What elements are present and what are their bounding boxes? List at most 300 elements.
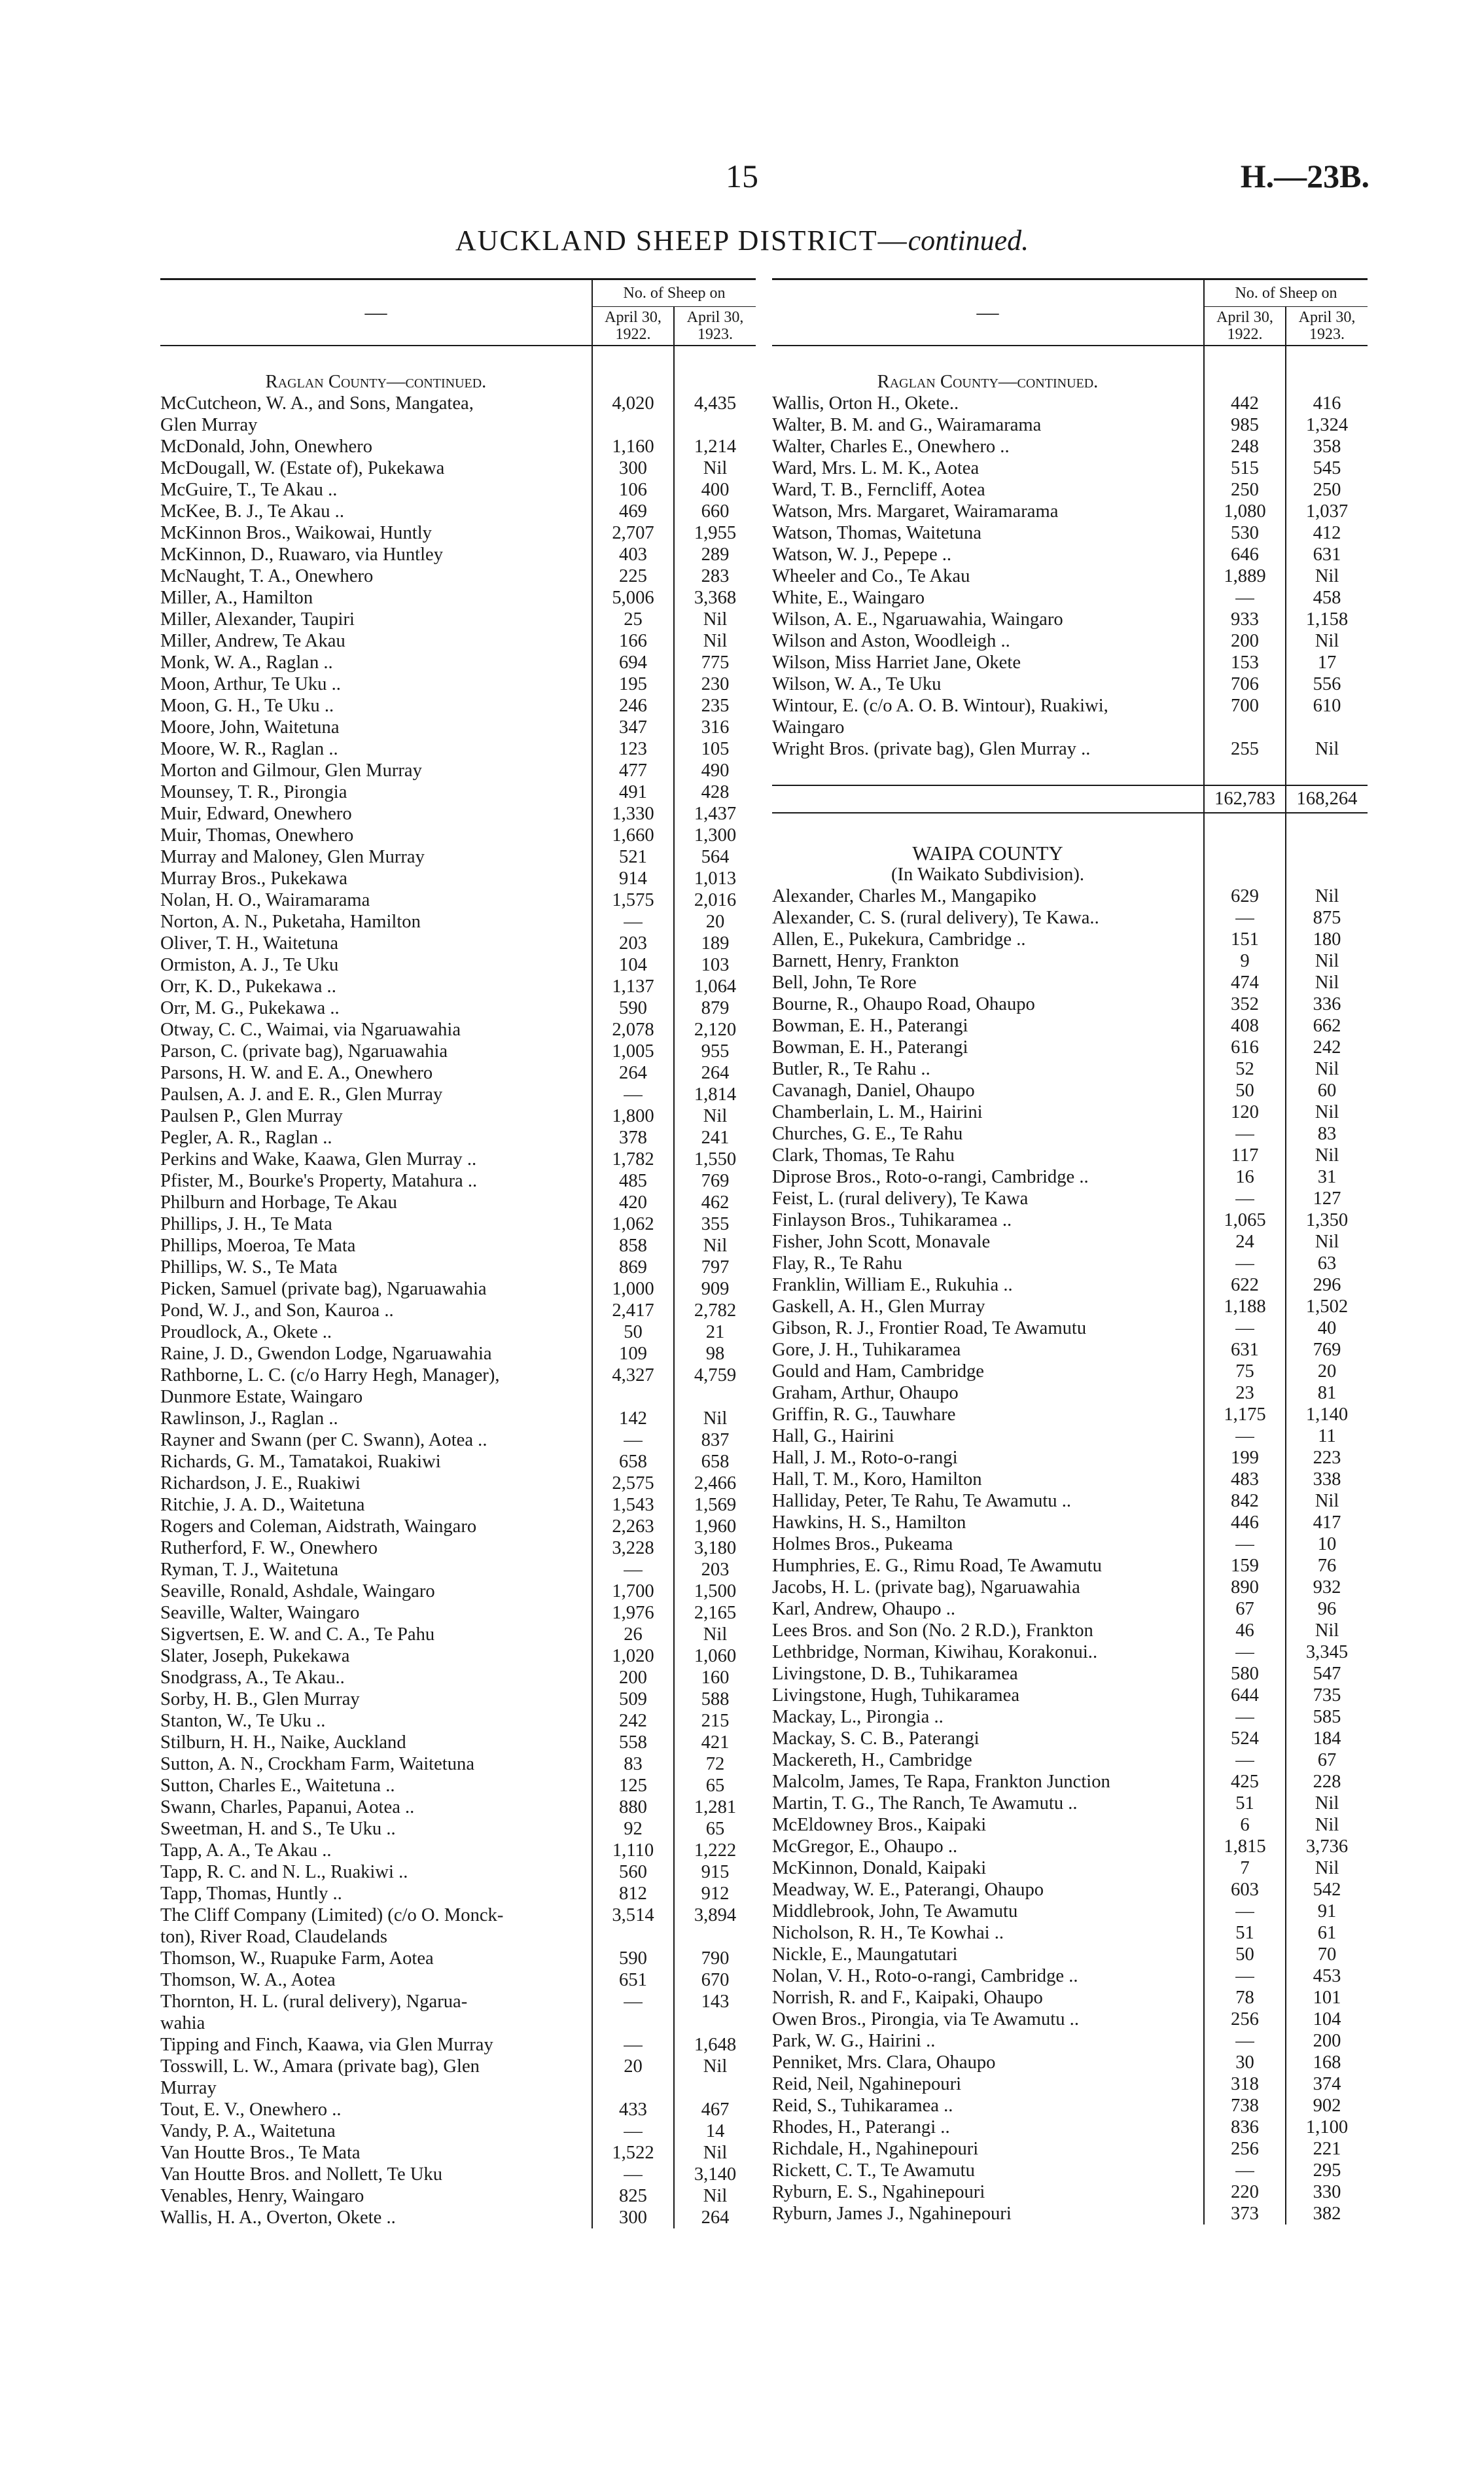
owner-name: Norton, A. N., Puketaha, Hamilton <box>160 912 421 932</box>
table-row <box>160 976 756 997</box>
owner-name: Middlebrook, John, Te Awamutu <box>772 1901 1018 1921</box>
table-row <box>772 950 1368 972</box>
sheep-1923: 127 <box>1286 1188 1368 1209</box>
sheep-1922: 195 <box>592 673 674 695</box>
table-row <box>160 1840 756 1861</box>
sheep-1923: 184 <box>1286 1728 1368 1749</box>
sheep-1922: — <box>592 1559 674 1581</box>
sheep-1922: 1,700 <box>592 1581 674 1602</box>
table-row <box>160 522 756 544</box>
sheep-1923: 17 <box>1286 652 1368 673</box>
sheep-1922: 408 <box>1204 1015 1286 1037</box>
table-row <box>772 907 1368 929</box>
sheep-1922: — <box>1204 1901 1286 1922</box>
table-row <box>160 479 756 501</box>
waipa-subdivision: (In Waikato Subdivision). <box>891 865 1084 885</box>
sheep-1923: 610 <box>1286 695 1368 717</box>
table-row <box>772 1663 1368 1685</box>
table-row <box>160 565 756 587</box>
sheep-1922: 985 <box>1204 414 1286 436</box>
sheep-1922: 75 <box>1204 1361 1286 1382</box>
table-row <box>160 1235 756 1257</box>
sheep-1923: 264 <box>674 2207 756 2228</box>
sheep-1922: 203 <box>592 933 674 954</box>
table-row <box>772 2117 1368 2138</box>
table-row <box>160 781 756 803</box>
table-row <box>772 565 1368 587</box>
owner-name: Pfister, M., Bourke's Property, Matahura .. <box>160 1171 478 1191</box>
owner-name: Venables, Henry, Waingaro <box>160 2186 364 2206</box>
owner-name: Fisher, John Scott, Monavale <box>772 1232 991 1252</box>
sheep-1923: 70 <box>1286 1944 1368 1965</box>
sheep-1922: 1,065 <box>1204 1209 1286 1231</box>
total-1922: 162,783 <box>1204 785 1286 813</box>
owner-name: Thornton, H. L. (rural delivery), Ngarua- <box>160 1992 468 2012</box>
sheep-1923: 545 <box>1286 457 1368 479</box>
table-row <box>772 1058 1368 1080</box>
sheep-1923: 2,120 <box>674 1019 756 1041</box>
table-row <box>772 1728 1368 1749</box>
sheep-1922: 1,080 <box>1204 501 1286 522</box>
sheep-1923: Nil <box>674 630 756 652</box>
table-row <box>772 738 1368 760</box>
sheep-1923: 283 <box>674 565 756 587</box>
sheep-1922: — <box>592 1429 674 1451</box>
sheep-1922: 603 <box>1204 1879 1286 1901</box>
sheep-1922: 491 <box>592 781 674 803</box>
sheep-1922: 151 <box>1204 929 1286 950</box>
table-row <box>772 1253 1368 1274</box>
table-row <box>772 1080 1368 1101</box>
table-row <box>772 2181 1368 2203</box>
owner-name: Walter, Charles E., Onewhero .. <box>772 437 1010 457</box>
table-row <box>772 2203 1368 2225</box>
sheep-1922: 352 <box>1204 993 1286 1015</box>
owner-name: Ryburn, E. S., Ngahinepouri <box>772 2182 985 2202</box>
sheep-1923: Nil <box>1286 1857 1368 1879</box>
sheep-1923: 1,569 <box>674 1494 756 1516</box>
sheep-1922: 220 <box>1204 2181 1286 2203</box>
sheep-1923: Nil <box>1286 630 1368 652</box>
owner-name: McKinnon, D., Ruawaro, via Huntley <box>160 545 444 565</box>
table-row <box>772 609 1368 630</box>
sheep-1923: Nil <box>674 457 756 479</box>
sheep-1923: 1,648 <box>674 2034 756 2056</box>
sheep-1923: 65 <box>674 1775 756 1796</box>
table-row <box>772 1987 1368 2009</box>
waipa-table-body <box>772 813 1368 2225</box>
owner-name: Ormiston, A. J., Te Uku <box>160 955 339 975</box>
sheep-1922: — <box>1204 1533 1286 1555</box>
table-row <box>772 1166 1368 1188</box>
sheep-1922: — <box>592 911 674 933</box>
owner-name: Ryman, T. J., Waitetuna <box>160 1560 339 1580</box>
sheep-1923: 547 <box>1286 1663 1368 1685</box>
owner-name: Penniket, Mrs. Clara, Ohaupo <box>772 2052 996 2073</box>
sheep-1922: 1,976 <box>592 1602 674 1624</box>
document-reference: H.—23B. <box>1240 158 1369 194</box>
table-row <box>160 1969 756 1991</box>
table-row <box>160 1300 756 1321</box>
sheep-1922: 120 <box>1204 1101 1286 1123</box>
sheep-1922: 23 <box>1204 1382 1286 1404</box>
sheep-1922: 26 <box>592 1624 674 1645</box>
sheep-1923: 65 <box>674 1818 756 1840</box>
name-column-header: — <box>160 279 592 346</box>
owner-name: Tapp, Thomas, Huntly .. <box>160 1884 342 1904</box>
table-row <box>772 1836 1368 1857</box>
sheep-1923: 2,165 <box>674 1602 756 1624</box>
sheep-1922: 67 <box>1204 1598 1286 1620</box>
sheep-1922: — <box>1204 1706 1286 1728</box>
owner-name: Nolan, V. H., Roto-o-rangi, Cambridge .. <box>772 1966 1078 1986</box>
sheep-1923: Nil <box>1286 1101 1368 1123</box>
table-row <box>772 1857 1368 1879</box>
table-row <box>160 1581 756 1602</box>
sheep-1923 <box>674 2012 756 2034</box>
table-row <box>160 1516 756 1537</box>
table-row <box>160 587 756 609</box>
sheep-1922: 109 <box>592 1343 674 1365</box>
owner-name: Stilburn, H. H., Naike, Auckland <box>160 1732 406 1753</box>
sheep-1923: Nil <box>1286 885 1368 907</box>
sheep-1922: 200 <box>1204 630 1286 652</box>
table-row <box>772 2052 1368 2073</box>
sheep-1923: 875 <box>1286 907 1368 929</box>
table-row <box>772 501 1368 522</box>
sheep-1923: 228 <box>1286 1771 1368 1793</box>
total-row <box>772 785 1368 813</box>
sheep-1922: 1,815 <box>1204 1836 1286 1857</box>
owner-name: Wheeler and Co., Te Akau <box>772 566 970 586</box>
table-row <box>160 1883 756 1904</box>
owner-name: Philburn and Horbage, Te Akau <box>160 1192 397 1213</box>
sheep-1922: — <box>1204 1317 1286 1339</box>
sheep-1922: 1,330 <box>592 803 674 825</box>
sheep-1922: — <box>1204 1425 1286 1447</box>
table-row <box>160 1105 756 1127</box>
owner-name: Bowman, E. H., Paterangi <box>772 1016 968 1036</box>
owner-name: Wilson, W. A., Te Uku <box>772 674 942 694</box>
sheep-1923: 382 <box>1286 2203 1368 2225</box>
sheep-1922: 858 <box>592 1235 674 1257</box>
sheep-1922: 92 <box>592 1818 674 1840</box>
sheep-1922 <box>592 2012 674 2034</box>
owner-name: Rawlinson, J., Raglan .. <box>160 1408 338 1429</box>
owner-name: McKee, B. J., Te Akau .. <box>160 501 344 522</box>
sheep-1922: 1,000 <box>592 1278 674 1300</box>
sheep-1922: — <box>1204 1188 1286 1209</box>
owner-name: Hall, G., Hairini <box>772 1426 894 1446</box>
table-row <box>772 436 1368 457</box>
table-row <box>772 1490 1368 1512</box>
sheep-1923: 189 <box>674 933 756 954</box>
sheep-1923: 1,037 <box>1286 501 1368 522</box>
sheep-1922 <box>592 1386 674 1408</box>
sheep-1923: 358 <box>1286 436 1368 457</box>
owner-name: McDougall, W. (Estate of), Pukekawa <box>160 458 445 478</box>
table-row <box>160 868 756 889</box>
sheep-1922: 1,782 <box>592 1149 674 1170</box>
table-row <box>160 1062 756 1084</box>
sheep-1923: Nil <box>1286 950 1368 972</box>
sheep-1923 <box>674 1386 756 1408</box>
table-row <box>160 457 756 479</box>
sheep-1923 <box>674 414 756 436</box>
owner-name: Otway, C. C., Waimai, via Ngaruawahia <box>160 1020 461 1040</box>
owner-name: Clark, Thomas, Te Rahu <box>772 1145 955 1166</box>
table-row <box>772 1879 1368 1901</box>
owner-name: Livingstone, D. B., Tuhikaramea <box>772 1664 1018 1684</box>
owner-name: McKinnon Bros., Waikowai, Huntly <box>160 523 432 543</box>
table-row <box>772 1382 1368 1404</box>
sheep-1923: 1,064 <box>674 976 756 997</box>
table-row <box>160 2164 756 2185</box>
table-row <box>160 1451 756 1473</box>
sheep-1923: 556 <box>1286 673 1368 695</box>
sheep-1923: 462 <box>674 1192 756 1213</box>
owner-name: Orr, K. D., Pukekawa .. <box>160 976 336 997</box>
table-row <box>160 1343 756 1365</box>
owner-name: Wallis, Orton H., Okete.. <box>772 393 959 414</box>
sheep-1922: 629 <box>1204 885 1286 907</box>
sheep-1923: 1,955 <box>674 522 756 544</box>
table-row <box>160 1019 756 1041</box>
owner-name: White, E., Waingaro <box>772 588 925 608</box>
sheep-1923: 4,435 <box>674 393 756 414</box>
owner-name: Oliver, T. H., Waitetuna <box>160 933 339 954</box>
sheep-1923: 1,500 <box>674 1581 756 1602</box>
sheep-1923: 103 <box>674 954 756 976</box>
sheep-1923: Nil <box>674 609 756 630</box>
sheep-1922: — <box>1204 1641 1286 1663</box>
owner-name: Reid, S., Tuhikaramea .. <box>772 2096 953 2116</box>
name-column-header: — <box>772 279 1204 346</box>
sheep-1922: 373 <box>1204 2203 1286 2225</box>
col-1923-header: April 30, 1923. <box>674 307 756 346</box>
table-row <box>160 1537 756 1559</box>
sheep-1922: 2,263 <box>592 1516 674 1537</box>
sheep-1923: 660 <box>674 501 756 522</box>
table-row <box>160 1473 756 1494</box>
sheep-1922: — <box>592 1084 674 1105</box>
sheep-1922: — <box>1204 1965 1286 1987</box>
sheep-1923: 168 <box>1286 2052 1368 2073</box>
sheep-1922: 658 <box>592 1451 674 1473</box>
sheep-1922: 1,800 <box>592 1105 674 1127</box>
owner-name: Owen Bros., Pirongia, via Te Awamutu .. <box>772 2009 1079 2029</box>
sheep-1922: 50 <box>592 1321 674 1343</box>
owner-name: McDonald, John, Onewhero <box>160 437 372 457</box>
owner-name: Miller, Alexander, Taupiri <box>160 609 355 630</box>
sheep-1923: 160 <box>674 1667 756 1689</box>
sheep-1923: 336 <box>1286 993 1368 1015</box>
sheep-1923: 76 <box>1286 1555 1368 1577</box>
owner-name: Wilson, A. E., Ngaruawahia, Waingaro <box>772 609 1063 630</box>
table-row <box>772 2138 1368 2160</box>
sheep-1922: 347 <box>592 717 674 738</box>
sheep-1922: 30 <box>1204 2052 1286 2073</box>
owner-name: Parson, C. (private bag), Ngaruawahia <box>160 1041 448 1062</box>
owner-name: Muir, Edward, Onewhero <box>160 804 352 824</box>
owner-name: Richardson, J. E., Ruakiwi <box>160 1473 361 1493</box>
table-row <box>772 1706 1368 1728</box>
sheep-1923: Nil <box>1286 1620 1368 1641</box>
owner-name: Alexander, Charles M., Mangapiko <box>772 886 1036 906</box>
sheep-1923: Nil <box>674 1408 756 1429</box>
owner-name: Jacobs, H. L. (private bag), Ngaruawahia <box>772 1577 1080 1598</box>
owner-name: Murray Bros., Pukekawa <box>160 868 347 889</box>
sheep-1923: 96 <box>1286 1598 1368 1620</box>
table-row <box>160 1386 756 1408</box>
owner-name: Hawkins, H. S., Hamilton <box>772 1512 966 1533</box>
sheep-1922: 9 <box>1204 950 1286 972</box>
table-row <box>160 2207 756 2228</box>
owner-name: Vandy, P. A., Waitetuna <box>160 2121 336 2141</box>
sheep-1923: Nil <box>674 2142 756 2164</box>
sheep-1923: 428 <box>674 781 756 803</box>
sheep-1923: 3,180 <box>674 1537 756 1559</box>
sheep-1923: 91 <box>1286 1901 1368 1922</box>
sheep-1922: 580 <box>1204 1663 1286 1685</box>
owner-name: Nickle, E., Maungatutari <box>772 1944 958 1965</box>
sheep-1923: 1,814 <box>674 1084 756 1105</box>
table-row <box>160 760 756 781</box>
table-row <box>772 2009 1368 2030</box>
sheep-1922: 509 <box>592 1689 674 1710</box>
owner-name: Monk, W. A., Raglan .. <box>160 652 333 673</box>
owner-name: Tout, E. V., Onewhero .. <box>160 2100 342 2120</box>
sheep-1922: 20 <box>592 2056 674 2077</box>
owner-name: Perkins and Wake, Kaawa, Glen Murray .. <box>160 1149 477 1170</box>
table-row <box>160 911 756 933</box>
table-row <box>160 803 756 825</box>
sheep-1923: 1,324 <box>1286 414 1368 436</box>
table-row <box>772 1425 1368 1447</box>
owner-name: Wintour, E. (c/o A. O. B. Wintour), Ruakiwi, <box>772 696 1108 716</box>
table-row <box>160 1753 756 1775</box>
sheep-1922: 3,228 <box>592 1537 674 1559</box>
sheep-count-header: No. of Sheep on <box>1204 279 1368 307</box>
owner-name: Nicholson, R. H., Te Kowhai .. <box>772 1923 1004 1943</box>
table-row <box>772 1577 1368 1598</box>
table-row <box>160 1861 756 1883</box>
owner-name: McEldowney Bros., Kaipaki <box>772 1815 987 1835</box>
sheep-1922: 524 <box>1204 1728 1286 1749</box>
sheep-1922: 246 <box>592 695 674 717</box>
section-heading: Raglan County—continued. <box>265 372 487 392</box>
owner-name: Rickett, C. T., Te Awamutu <box>772 2160 975 2181</box>
owner-name: Seaville, Walter, Waingaro <box>160 1603 360 1623</box>
sheep-1923: 338 <box>1286 1469 1368 1490</box>
sheep-1923: 1,502 <box>1286 1296 1368 1317</box>
owner-name: Tipping and Finch, Kaawa, via Glen Murray <box>160 2035 493 2055</box>
owner-name: Pegler, A. R., Raglan .. <box>160 1128 332 1148</box>
table-row <box>772 1361 1368 1382</box>
table-row <box>772 2073 1368 2095</box>
table-row <box>160 933 756 954</box>
sheep-1923: 769 <box>674 1170 756 1192</box>
table-row <box>772 1231 1368 1253</box>
owner-name: Glen Murray <box>160 415 258 435</box>
owner-name: Barnett, Henry, Frankton <box>772 951 959 971</box>
sheep-1922: — <box>592 2120 674 2142</box>
sheep-1922: 1,175 <box>1204 1404 1286 1425</box>
sheep-1923: 3,345 <box>1286 1641 1368 1663</box>
table-row <box>772 1037 1368 1058</box>
table-row <box>160 414 756 436</box>
owner-name: Franklin, William E., Rukuhia .. <box>772 1275 1013 1295</box>
table-row <box>160 1127 756 1149</box>
sheep-1922: 78 <box>1204 1987 1286 2009</box>
sheep-1923: 421 <box>674 1732 756 1753</box>
sheep-1922: 474 <box>1204 972 1286 993</box>
sheep-1923: 412 <box>1286 522 1368 544</box>
owner-name: ton), River Road, Claudelands <box>160 1927 388 1947</box>
table-row <box>772 1944 1368 1965</box>
owner-name: Mackay, S. C. B., Paterangi <box>772 1728 980 1749</box>
sheep-1922: 433 <box>592 2099 674 2120</box>
sheep-1922: 1,020 <box>592 1645 674 1667</box>
owner-name: The Cliff Company (Limited) (c/o O. Monck- <box>160 1905 504 1925</box>
owner-name: Karl, Andrew, Ohaupo .. <box>772 1599 956 1619</box>
right-table <box>772 278 1368 2225</box>
sheep-1923: 1,140 <box>1286 1404 1368 1425</box>
sheep-1922: 842 <box>1204 1490 1286 1512</box>
owner-name: Ward, Mrs. L. M. K., Aotea <box>772 458 980 478</box>
owner-name: Dunmore Estate, Waingaro <box>160 1387 363 1407</box>
sheep-1923: 63 <box>1286 1253 1368 1274</box>
table-row <box>160 2012 756 2034</box>
table-row <box>160 1149 756 1170</box>
table-row <box>772 544 1368 565</box>
sheep-1923 <box>1286 717 1368 738</box>
sheep-1923: Nil <box>1286 1814 1368 1836</box>
owner-name: Diprose Bros., Roto-o-rangi, Cambridge .. <box>772 1167 1089 1187</box>
sheep-1922: 530 <box>1204 522 1286 544</box>
owner-name: McGuire, T., Te Akau .. <box>160 480 338 500</box>
sheep-1922: 51 <box>1204 1793 1286 1814</box>
sheep-1923: 143 <box>674 1991 756 2012</box>
sheep-1922: 446 <box>1204 1512 1286 1533</box>
sheep-1923: 490 <box>674 760 756 781</box>
owner-name: Graham, Arthur, Ohaupo <box>772 1383 959 1403</box>
owner-name: Norrish, R. and F., Kaipaki, Ohaupo <box>772 1988 1043 2008</box>
owner-name: Gaskell, A. H., Glen Murray <box>772 1296 985 1317</box>
sheep-1923: 955 <box>674 1041 756 1062</box>
sheep-1922: 1,137 <box>592 976 674 997</box>
owner-name: Ritchie, J. A. D., Waitetuna <box>160 1495 365 1515</box>
table-row <box>772 1922 1368 1944</box>
table-row <box>160 544 756 565</box>
sheep-1923: 250 <box>1286 479 1368 501</box>
sheep-1923: 67 <box>1286 1749 1368 1771</box>
sheep-1922: — <box>1204 907 1286 929</box>
sheep-1922: 1,660 <box>592 825 674 846</box>
owner-name: Moore, John, Waitetuna <box>160 717 340 738</box>
sheep-1922: 933 <box>1204 609 1286 630</box>
owner-name: Wilson and Aston, Woodleigh .. <box>772 631 1010 651</box>
sheep-1923: 467 <box>674 2099 756 2120</box>
table-row <box>160 393 756 414</box>
sheep-1922: 521 <box>592 846 674 868</box>
owner-name: Watson, Thomas, Waitetuna <box>772 523 981 543</box>
owner-name: wahia <box>160 2013 205 2033</box>
table-row <box>772 587 1368 609</box>
sheep-1923: Nil <box>674 2056 756 2077</box>
sheep-1923: 11 <box>1286 1425 1368 1447</box>
sheep-1922: — <box>592 1991 674 2012</box>
